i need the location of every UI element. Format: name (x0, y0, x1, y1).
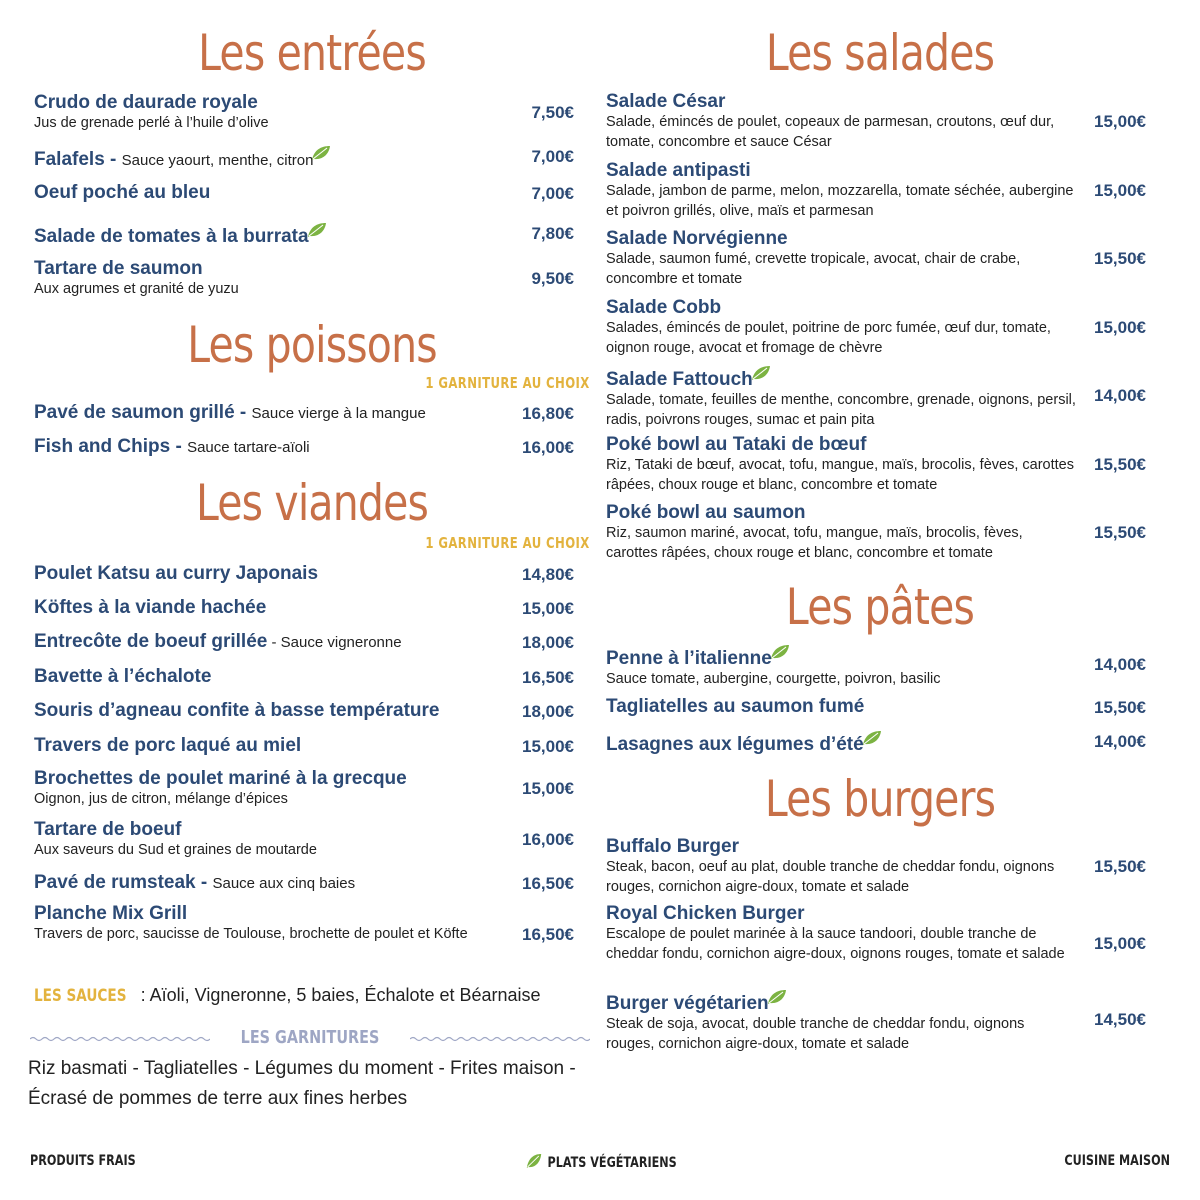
vegetarian-leaf-icon (526, 1153, 544, 1169)
item-desc: Aux agrumes et granité de yuzu (34, 281, 239, 297)
item-inline-desc: Sauce tartare-aïoli (187, 439, 310, 456)
sauces-line (34, 985, 541, 1006)
item-name: Salade de tomates à la burrata (34, 226, 309, 247)
item-price: 15,00€ (522, 737, 574, 756)
item-price: 15,00€ (1094, 112, 1146, 131)
item-desc: Travers de porc, saucisse de Toulouse, brochette de poulet et Köfte (34, 926, 468, 942)
menu-item (606, 228, 1154, 290)
item-price: 15,50€ (1094, 523, 1146, 542)
menu-item (34, 631, 590, 655)
item-inline-desc: Sauce yaourt, menthe, citron (121, 152, 314, 169)
menu-item (606, 903, 1154, 985)
item-name: Buffalo Burger (606, 836, 739, 857)
sauces-text: : Aïoli, Vigneronne, 5 baies, Échalote et Béarnaise (135, 985, 541, 1005)
item-name: Crudo de daurade royale (34, 92, 258, 113)
sauces-label: LES SAUCES (34, 986, 127, 1006)
item-name: Pavé de rumsteak - (34, 872, 213, 893)
menu-item (34, 145, 590, 169)
item-price: 7,00€ (531, 147, 574, 166)
vegetarian-leaf-icon (311, 145, 331, 161)
section-title-burgers: Les burgers (764, 770, 996, 828)
item-price: 15,00€ (1094, 318, 1146, 337)
item-desc: Salades, émincés de poulet, poitrine de porc fumée, œuf dur, tomate, oignon rouge, avocat et fromage de chèvre (606, 320, 1051, 356)
item-name: Planche Mix Grill (34, 903, 188, 924)
menu-item (34, 402, 590, 426)
item-name: Brochettes de poulet mariné à la grecque (34, 768, 407, 789)
item-name: Royal Chicken Burger (606, 903, 805, 924)
menu-item (34, 597, 590, 621)
menu-item (606, 989, 1154, 1051)
menu-item (606, 696, 1154, 720)
item-inline-desc: Sauce aux cinq baies (212, 875, 356, 892)
menu-item (34, 872, 590, 896)
item-price: 18,00€ (522, 633, 574, 652)
section-title-poissons: Les poissons (187, 316, 437, 374)
item-desc: Salade, saumon fumé, crevette tropicale, avocat, chair de crabe, concombre et tomate (606, 251, 1021, 287)
item-name: Entrecôte de boeuf grillée (34, 631, 268, 652)
menu-item (34, 819, 590, 861)
garnitures-label: LES GARNITURES (240, 1027, 380, 1048)
item-price: 16,50€ (522, 874, 574, 893)
item-desc: Salade, jambon de parme, melon, mozzarella, tomate séchée, aubergine et poivron grillés, olive, maïs et parmesan (606, 183, 1074, 219)
garnitures-header (30, 1027, 590, 1049)
item-name: Poké bowl au Tataki de bœuf (606, 434, 867, 455)
item-desc: Steak, bacon, oeuf au plat, double tranche de cheddar fondu, oignons rouges, cornichon aigre-doux, tomate et salade (606, 859, 1055, 895)
menu-item (34, 563, 590, 587)
item-name: Tartare de saumon (34, 258, 203, 279)
menu-item (34, 735, 590, 759)
item-price: 14,80€ (522, 565, 574, 584)
item-price: 16,00€ (522, 830, 574, 849)
item-desc: Escalope de poulet marinée à la sauce tandoori, double tranche de cheddar fondu, cornichon aigre-doux, oignons rouges, tomate et salade (606, 926, 1065, 962)
item-name: Souris d’agneau confite à basse température (34, 700, 440, 721)
item-name: Tagliatelles au saumon fumé (606, 696, 865, 717)
vegetarian-leaf-icon (767, 989, 787, 1005)
item-price: 15,50€ (1094, 455, 1146, 474)
item-name: Salade antipasti (606, 160, 751, 181)
item-name: Oeuf poché au bleu (34, 182, 211, 203)
item-desc: Steak de soja, avocat, double tranche de cheddar fondu, oignons rouges, cornichon aigre-doux, tomate et salade (606, 1016, 1025, 1052)
item-desc: Jus de grenade perlé à l’huile d’olive (34, 115, 269, 131)
section-title-pates: Les pâtes (785, 578, 975, 636)
item-price: 7,80€ (531, 224, 574, 243)
item-desc: Sauce tomate, aubergine, courgette, poivron, basilic (606, 671, 941, 687)
vegetarian-leaf-icon (862, 730, 882, 746)
item-desc: Oignon, jus de citron, mélange d’épices (34, 791, 288, 807)
item-price: 14,00€ (1094, 655, 1146, 674)
item-name: Falafels - (34, 149, 122, 170)
item-name: Penne à l’italienne (606, 648, 772, 669)
section-title-viandes: Les viandes (195, 474, 429, 532)
menu-item (606, 365, 1154, 427)
wave-divider-icon (410, 1035, 590, 1043)
item-price: 7,00€ (531, 184, 574, 203)
item-name: Salade César (606, 91, 726, 112)
menu-item (34, 903, 590, 965)
item-desc: Riz, Tataki de bœuf, avocat, tofu, mangue, maïs, brocolis, fèves, carottes râpées, choux rouge et blanc, concombre et tomate (606, 457, 1074, 493)
menu-item (606, 502, 1154, 564)
section-title-entrees: Les entrées (198, 24, 426, 82)
item-price: 16,80€ (522, 404, 574, 423)
menu-item (606, 730, 1154, 754)
garniture-note: 1 GARNITURE AU CHOIX (425, 534, 590, 552)
item-name: Poulet Katsu au curry Japonais (34, 563, 319, 584)
menu-item (34, 768, 590, 810)
item-name: Salade Norvégienne (606, 228, 788, 249)
item-price: 15,00€ (522, 779, 574, 798)
garniture-note: 1 GARNITURE AU CHOIX (425, 374, 590, 392)
vegetarian-leaf-icon (751, 365, 771, 381)
menu-item (606, 836, 1154, 898)
item-name: Burger végétarien (606, 993, 769, 1014)
item-name: Travers de porc laqué au miel (34, 735, 302, 756)
item-price: 15,00€ (1094, 181, 1146, 200)
vegetarian-leaf-icon (307, 222, 327, 238)
item-name: Bavette à l’échalote (34, 666, 212, 687)
menu-item (34, 700, 590, 724)
menu-item (34, 666, 590, 690)
item-inline-desc: Sauce vierge à la mangue (251, 405, 426, 422)
item-price: 14,00€ (1094, 732, 1146, 751)
item-price: 15,00€ (522, 599, 574, 618)
item-price: 14,00€ (1094, 386, 1146, 405)
menu-item (606, 644, 1154, 686)
menu-item (34, 222, 590, 246)
item-desc: Aux saveurs du Sud et graines de moutarde (34, 842, 317, 858)
item-name: Salade Cobb (606, 297, 722, 318)
item-name: Salade Fattouch (606, 369, 753, 390)
menu-item (34, 258, 590, 300)
footer-cuisine-maison: CUISINE MAISON (1064, 1153, 1170, 1169)
item-price: 15,50€ (1094, 857, 1146, 876)
item-price: 7,50€ (531, 103, 574, 122)
item-price: 15,50€ (1094, 698, 1146, 717)
item-price: 16,50€ (522, 668, 574, 687)
item-name: Fish and Chips - (34, 436, 188, 457)
item-desc: Salade, émincés de poulet, copeaux de parmesan, croutons, œuf dur, tomate, concombre et sauce César (606, 114, 1055, 150)
footer-vegetarian-label: PLATS VÉGÉTARIENS (547, 1155, 677, 1171)
menu-item (606, 91, 1154, 153)
item-name: Köftes à la viande hachée (34, 597, 267, 618)
vegetarian-leaf-icon (770, 644, 790, 660)
item-price: 15,50€ (1094, 249, 1146, 268)
footer-produits-frais: PRODUITS FRAIS (30, 1153, 136, 1169)
item-price: 9,50€ (531, 269, 574, 288)
item-price: 15,00€ (1094, 934, 1146, 953)
garnitures-text: Riz basmati - Tagliatelles - Légumes du moment - Frites maison - Écrasé de pommes de terre aux fines herbes (28, 1058, 576, 1109)
item-price: 14,50€ (1094, 1010, 1146, 1029)
item-desc: Riz, saumon mariné, avocat, tofu, mangue, maïs, brocolis, fèves, carottes râpées, choux rouge et blanc, concombre et tomate (606, 525, 1023, 561)
item-price: 16,00€ (522, 438, 574, 457)
item-price: 18,00€ (522, 702, 574, 721)
menu-item (606, 434, 1154, 496)
item-name: Tartare de boeuf (34, 819, 182, 840)
item-inline-desc: - Sauce vigneronne (267, 634, 402, 651)
menu-item (606, 297, 1154, 359)
section-title-salades: Les salades (765, 24, 995, 82)
item-name: Lasagnes aux légumes d’été (606, 734, 864, 755)
item-name: Poké bowl au saumon (606, 502, 806, 523)
item-name: Pavé de saumon grillé - (34, 402, 252, 423)
menu-item (606, 160, 1154, 222)
menu-item (34, 182, 590, 206)
item-price: 16,50€ (522, 925, 574, 944)
footer-vegetarian (526, 1153, 677, 1171)
item-desc: Salade, tomate, feuilles de menthe, concombre, grenade, oignons, persil, radis, poivrons rouges, sumac et pain pita (606, 392, 1076, 428)
menu-item (34, 436, 590, 460)
menu-item (34, 92, 590, 134)
